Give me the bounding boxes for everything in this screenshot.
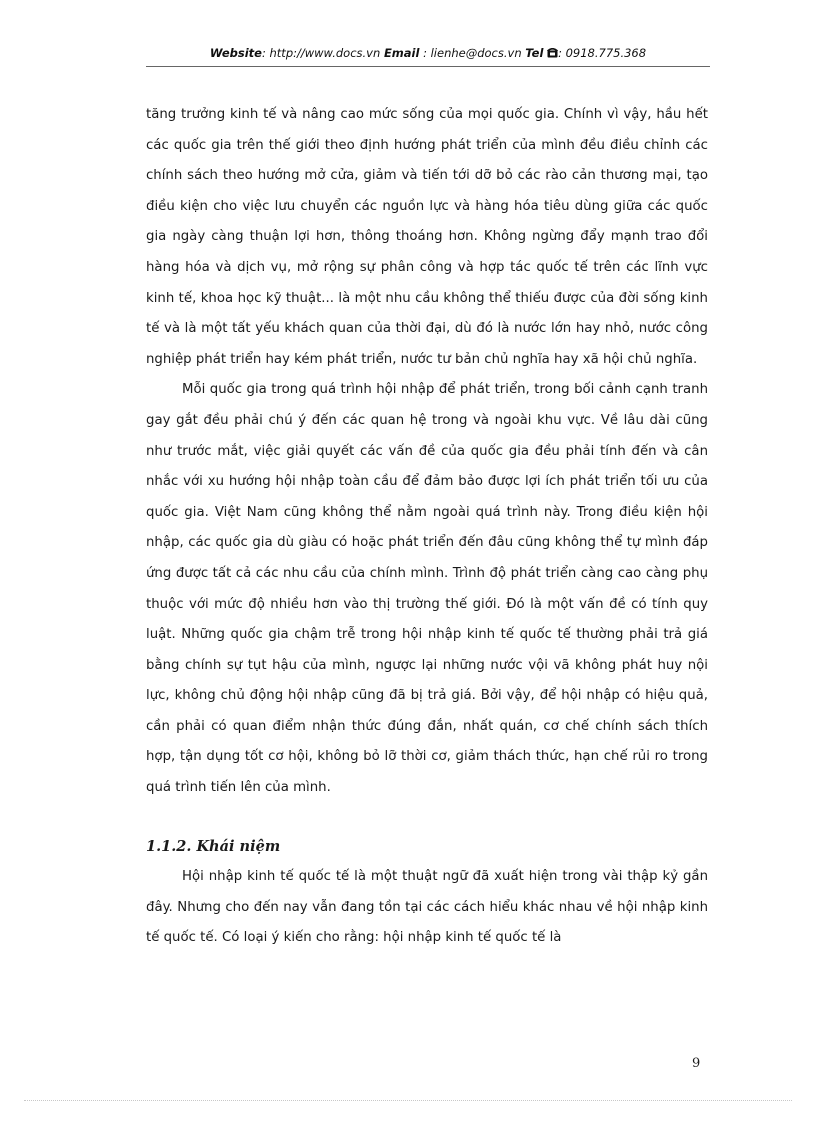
- document-body: [146, 100, 708, 954]
- paragraph: Hội nhập kinh tế quốc tế là một thuật ngữ đã xuất hiện trong vài thập kỷ gần đây. Nhưng cho đến nay vẫn đang tồn tại các cách hiểu khác nhau về hội nhập kinh tế quốc tế. Có loại ý kiến cho rằng: hội nhập kinh tế quốc tế là: [146, 869, 708, 946]
- website-label: Website: [209, 46, 262, 60]
- paragraph: tăng trưởng kinh tế và nâng cao mức sống của mọi quốc gia. Chính vì vậy, hầu hết các quốc gia trên thế giới theo định hướng phát triển của mình đều điều chỉnh các chính sách theo hướng mở cửa, giảm và tiến tới dỡ bỏ các rào cản thương mại, tạo điều kiện cho việc lưu chuyển các nguồn lực và hàng hóa tiêu dùng giữa các quốc gia ngày càng thuận lợi hơn, thông thoáng hơn. Không ngừng đẩy mạnh trao đổi hàng hóa và dịch vụ, mở rộng sự phân công và hợp tác quốc tế trên các lĩnh vực kinh tế, khoa học kỹ thuật... là một nhu cầu không thể thiếu được của đời sống kinh tế và là một tất yếu khách quan của thời đại, dù đó là nước lớn hay nhỏ, nước công nghiệp phát triển hay kém phát triển, nước tư bản chủ nghĩa hay xã hội chủ nghĩa.: [146, 107, 708, 367]
- section-heading: 1.1.2. Khái niệm: [146, 837, 281, 855]
- email-value: : lienhe@docs.vn: [423, 46, 522, 60]
- tel-label: Tel: [525, 46, 544, 60]
- phone-icon: [547, 47, 558, 61]
- website-value: : http://www.docs.vn: [261, 46, 381, 60]
- page-header: [146, 46, 710, 61]
- email-label: Email: [383, 46, 420, 60]
- page-number: 9: [692, 1056, 701, 1071]
- page-bottom-border: [24, 1100, 792, 1101]
- paragraph: Mỗi quốc gia trong quá trình hội nhập để phát triển, trong bối cảnh cạnh tranh gay gắt đều phải chú ý đến các quan hệ trong và ngoài khu vực. Về lâu dài cũng như trước mắt, việc giải quyết các vấn đề của quốc gia đều phải tính đến và cân nhắc với xu hướng hội nhập toàn cầu để đảm bảo được lợi ích phát triển tối ưu của quốc gia. Việt Nam cũng không thể nằm ngoài quá trình này. Trong điều kiện hội nhập, các quốc gia dù giàu có hoặc phát triển đến đâu cũng không thể tự mình đáp ứng được tất cả các nhu cầu của chính mình. Trình độ phát triển càng cao càng phụ thuộc với mức độ nhiều hơn vào thị trường thế giới. Đó là một vấn đề có tính quy luật. Những quốc gia chậm trễ trong hội nhập kinh tế quốc tế thường phải trả giá bằng chính sự tụt hậu của mình, ngược lại những nước vội vã không phát huy nội lực, không chủ động hội nhập cũng đã bị trả giá. Bởi vậy, để hội nhập có hiệu quả, cần phải có quan điểm nhận thức đúng đắn, nhất quán, cơ chế chính sách thích hợp, tận dụng tốt cơ hội, không bỏ lỡ thời cơ, giảm thách thức, hạn chế rủi ro trong quá trình tiến lên của mình.: [146, 382, 708, 796]
- header-divider: [146, 66, 710, 67]
- tel-value: : 0918.775.368: [558, 46, 647, 60]
